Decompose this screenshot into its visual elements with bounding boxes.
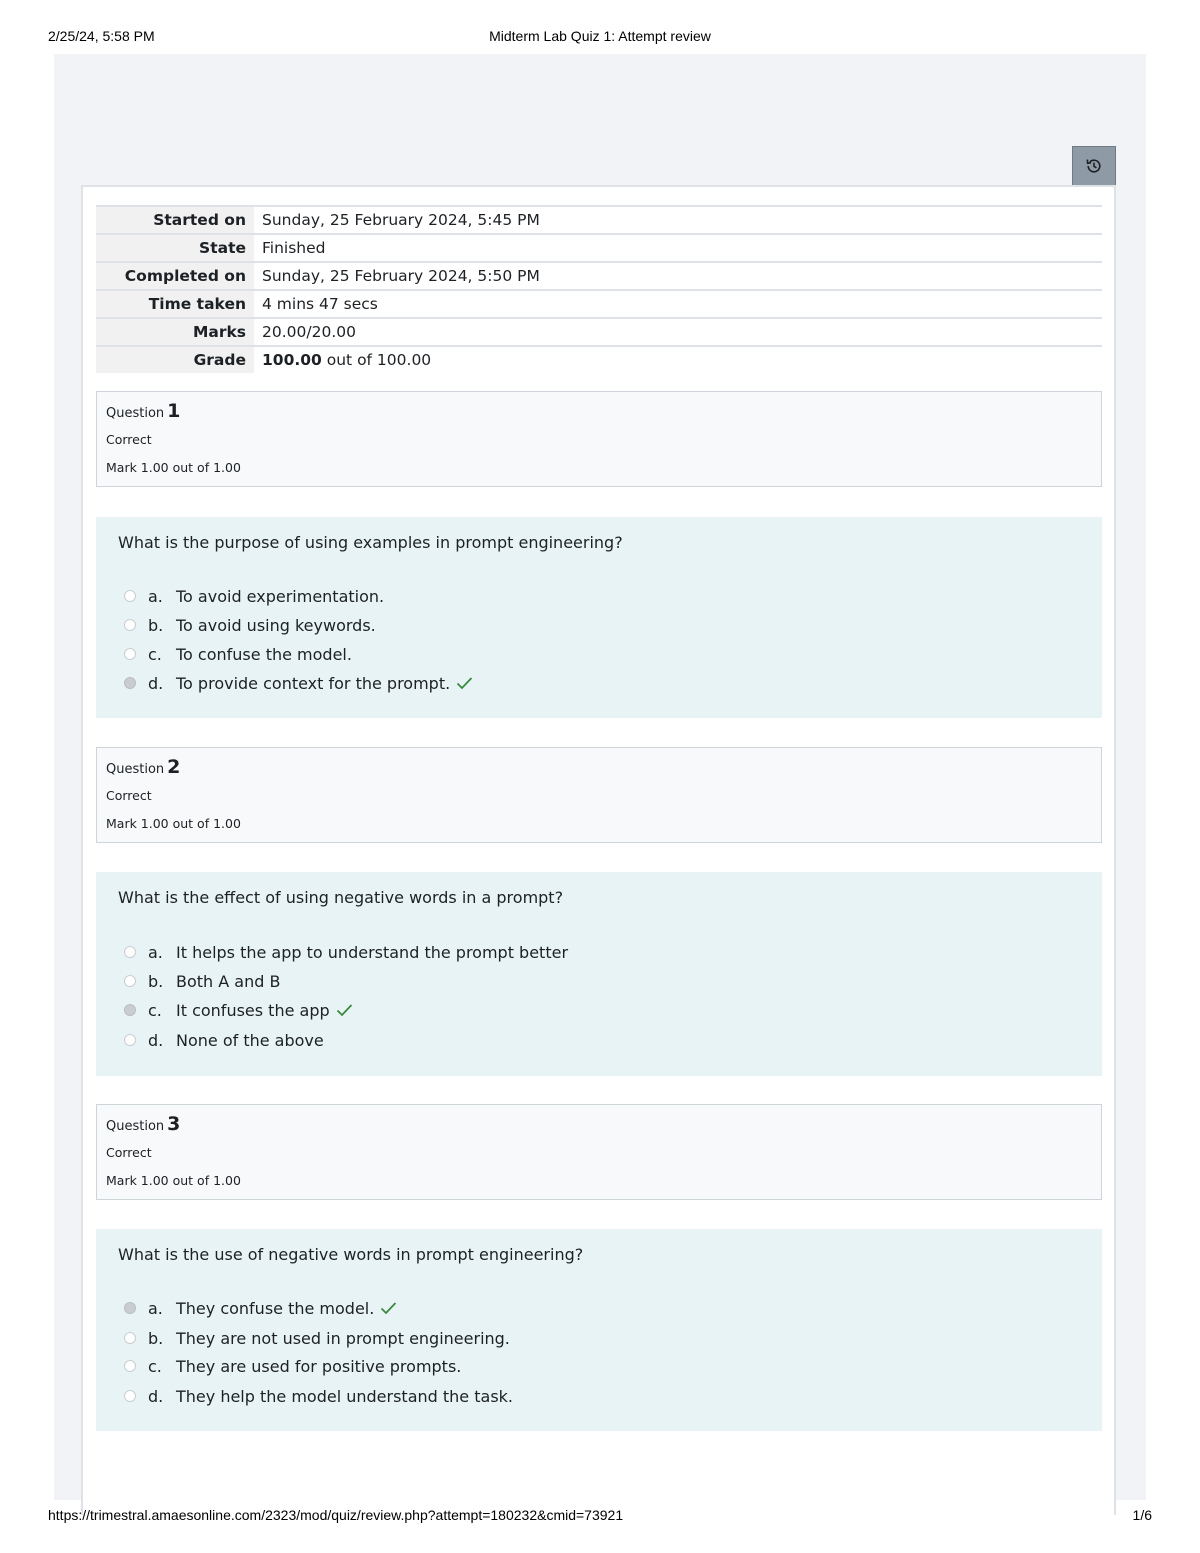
answer-option[interactable] bbox=[124, 941, 568, 963]
summary-value bbox=[254, 346, 1102, 373]
answer-letter: d. bbox=[148, 1030, 164, 1050]
answer-option[interactable] bbox=[124, 585, 384, 607]
radio-button-checked[interactable] bbox=[124, 1302, 136, 1314]
answer-option[interactable] bbox=[124, 1327, 510, 1349]
answer-text: To avoid experimentation. bbox=[176, 586, 385, 606]
answer-letter: d. bbox=[148, 1386, 164, 1406]
radio-button-checked[interactable] bbox=[124, 1004, 136, 1016]
answer-text: It helps the app to understand the prompt better bbox=[176, 942, 569, 962]
radio-button[interactable] bbox=[124, 1390, 136, 1402]
question-info bbox=[96, 747, 1102, 843]
question-number bbox=[106, 756, 180, 778]
answer-text: None of the above bbox=[176, 1030, 324, 1050]
summary-row-time-taken bbox=[96, 290, 1102, 318]
question-info bbox=[96, 391, 1102, 487]
answer-letter: d. bbox=[148, 673, 164, 693]
question-content bbox=[96, 1229, 1102, 1431]
checkmark-icon bbox=[456, 676, 473, 690]
grade-out-of: out of 100.00 bbox=[321, 351, 432, 369]
summary-value: Sunday, 25 February 2024, 5:45 PM bbox=[254, 206, 1102, 234]
question-num: 1 bbox=[167, 400, 181, 422]
radio-button[interactable] bbox=[124, 1332, 136, 1344]
summary-row-grade bbox=[96, 346, 1102, 373]
summary-label: Time taken bbox=[96, 290, 254, 318]
answer-letter: c. bbox=[148, 1356, 162, 1376]
answer-option-selected[interactable] bbox=[124, 1297, 397, 1319]
summary-row-started-on bbox=[96, 206, 1102, 234]
answer-text: They help the model understand the task. bbox=[176, 1386, 513, 1406]
question-text: What is the purpose of using examples in prompt engineering? bbox=[118, 533, 623, 552]
answer-letter: b. bbox=[148, 1328, 164, 1348]
radio-button[interactable] bbox=[124, 975, 136, 987]
answer-letter: c. bbox=[148, 1000, 162, 1020]
answer-text: They confuse the model. bbox=[176, 1298, 375, 1318]
summary-row-completed-on bbox=[96, 262, 1102, 290]
question-label: Question bbox=[106, 1119, 165, 1134]
summary-label: Completed on bbox=[96, 262, 254, 290]
answer-text: To avoid using keywords. bbox=[176, 615, 376, 635]
print-header bbox=[48, 28, 1152, 48]
question-grade: Mark 1.00 out of 1.00 bbox=[106, 460, 241, 475]
answer-letter: a. bbox=[148, 586, 163, 606]
question-content bbox=[96, 517, 1102, 718]
question-info bbox=[96, 1104, 1102, 1200]
answer-letter: b. bbox=[148, 615, 164, 635]
question-text: What is the use of negative words in prompt engineering? bbox=[118, 1245, 584, 1264]
question-state: Correct bbox=[106, 432, 152, 447]
answer-option[interactable] bbox=[124, 1029, 324, 1051]
summary-value: 20.00/20.00 bbox=[254, 318, 1102, 346]
radio-button[interactable] bbox=[124, 590, 136, 602]
answer-letter: a. bbox=[148, 942, 163, 962]
question-label: Question bbox=[106, 406, 165, 421]
checkmark-icon bbox=[336, 1003, 353, 1017]
question-state: Correct bbox=[106, 788, 152, 803]
print-page-number: 1/6 bbox=[1132, 1507, 1152, 1523]
radio-button[interactable] bbox=[124, 648, 136, 660]
answer-option[interactable] bbox=[124, 970, 280, 992]
question-grade: Mark 1.00 out of 1.00 bbox=[106, 816, 241, 831]
answer-option[interactable] bbox=[124, 1355, 461, 1377]
answer-option[interactable] bbox=[124, 643, 352, 665]
print-datetime: 2/25/24, 5:58 PM bbox=[48, 28, 155, 44]
checkmark-icon bbox=[380, 1301, 397, 1315]
summary-value: Finished bbox=[254, 234, 1102, 262]
summary-row-state bbox=[96, 234, 1102, 262]
radio-button[interactable] bbox=[124, 1034, 136, 1046]
radio-button[interactable] bbox=[124, 1360, 136, 1372]
answer-text: They are not used in prompt engineering. bbox=[176, 1328, 510, 1348]
answer-text: Both A and B bbox=[176, 971, 281, 991]
question-num: 3 bbox=[167, 1113, 181, 1135]
question-content bbox=[96, 872, 1102, 1076]
answer-text: It confuses the app bbox=[176, 1000, 330, 1020]
answer-option[interactable] bbox=[124, 614, 376, 636]
question-state: Correct bbox=[106, 1145, 152, 1160]
radio-button[interactable] bbox=[124, 619, 136, 631]
radio-button-checked[interactable] bbox=[124, 677, 136, 689]
summary-label: Grade bbox=[96, 346, 254, 373]
question-grade: Mark 1.00 out of 1.00 bbox=[106, 1173, 241, 1188]
summary-label: State bbox=[96, 234, 254, 262]
answer-text: They are used for positive prompts. bbox=[176, 1356, 462, 1376]
answer-text: To provide context for the prompt. bbox=[176, 673, 451, 693]
history-button[interactable] bbox=[1072, 146, 1116, 186]
print-page-title: Midterm Lab Quiz 1: Attempt review bbox=[489, 28, 711, 44]
answer-letter: a. bbox=[148, 1298, 163, 1318]
answer-option-selected[interactable] bbox=[124, 999, 353, 1021]
summary-value: Sunday, 25 February 2024, 5:50 PM bbox=[254, 262, 1102, 290]
question-number bbox=[106, 1113, 180, 1135]
summary-row-marks bbox=[96, 318, 1102, 346]
answer-letter: b. bbox=[148, 971, 164, 991]
summary-label: Started on bbox=[96, 206, 254, 234]
question-number bbox=[106, 400, 180, 422]
print-url: https://trimestral.amaesonline.com/2323/mod/quiz/review.php?attempt=180232&cmid=73921 bbox=[48, 1507, 624, 1523]
print-footer bbox=[48, 1507, 1152, 1527]
answer-option-selected[interactable] bbox=[124, 672, 473, 694]
answer-letter: c. bbox=[148, 644, 162, 664]
grade-score: 100.00 bbox=[262, 351, 322, 369]
answer-option[interactable] bbox=[124, 1385, 513, 1407]
summary-label: Marks bbox=[96, 318, 254, 346]
question-label: Question bbox=[106, 762, 165, 777]
question-text: What is the effect of using negative words in a prompt? bbox=[118, 888, 564, 907]
radio-button[interactable] bbox=[124, 946, 136, 958]
attempt-summary-table bbox=[96, 205, 1102, 373]
summary-value: 4 mins 47 secs bbox=[254, 290, 1102, 318]
history-icon bbox=[1085, 157, 1103, 175]
question-num: 2 bbox=[167, 756, 181, 778]
answer-text: To confuse the model. bbox=[176, 644, 352, 664]
